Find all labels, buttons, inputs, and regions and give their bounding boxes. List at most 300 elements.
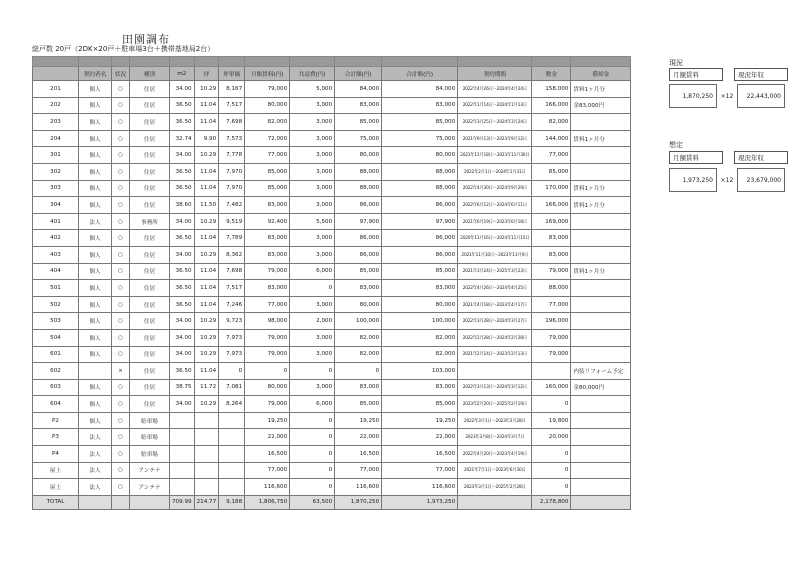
cell-amortization — [571, 296, 631, 313]
cell-total: 82,000 — [335, 329, 382, 346]
cell-unit-price: 7,970 — [219, 180, 245, 197]
cell-total-assumed: 100,000 — [382, 313, 458, 330]
cell-use: 住居 — [130, 230, 170, 247]
cell-tenant-type: 個人 — [79, 81, 112, 98]
cell-unit-price: 9,519 — [219, 213, 245, 230]
current-monthly-header: 月額賃料 — [669, 68, 723, 81]
cell-total: 85,000 — [335, 263, 382, 280]
cell-common-fee: 2,000 — [290, 313, 335, 330]
cell-area-m2 — [170, 462, 195, 479]
header-row — [33, 67, 631, 81]
cell-total-assumed: 83,000 — [382, 280, 458, 297]
cell-area-m2: 34.00 — [170, 246, 195, 263]
cell-area-tsubo: 10.29 — [194, 81, 219, 98]
assumed-annual-value: 23,679,000 — [738, 169, 785, 192]
cell-area-tsubo: 11.72 — [194, 379, 219, 396]
cell-contract-period: 2022年3月13日～2024年3月12日 — [458, 379, 532, 396]
cell-use: 住居 — [130, 280, 170, 297]
header-band — [33, 57, 631, 67]
table-row — [33, 246, 631, 263]
cell-deposit: 83,000 — [532, 246, 571, 263]
cell-monthly-rent: 22,000 — [245, 429, 290, 446]
cell-area-m2: 38.60 — [170, 197, 195, 214]
cell-amortization — [571, 163, 631, 180]
cell-total-assumed: 82,000 — [382, 346, 458, 363]
cell-total: 86,000 — [335, 230, 382, 247]
cell-use: 住居 — [130, 197, 170, 214]
cell-use: 住居 — [130, 130, 170, 147]
cell-area-m2 — [170, 446, 195, 463]
header-status: 状況 — [112, 67, 130, 81]
cell-use: 住居 — [130, 346, 170, 363]
cell-area-tsubo: 11.04 — [194, 263, 219, 280]
cell-tenant-type: 個人 — [79, 114, 112, 131]
cell-total-assumed: 77,000 — [382, 462, 458, 479]
cell-deposit: 160,000 — [532, 379, 571, 396]
current-annual-value: 22,443,000 — [738, 85, 785, 108]
cell-amortization: 賃料1ヶ月分 — [571, 197, 631, 214]
cell-area-m2: 36.50 — [170, 163, 195, 180]
cell-use: 住居 — [130, 147, 170, 164]
cell-contract-period: 2022年1月14日～2024年1月13日 — [458, 97, 532, 114]
cell-common-fee: 3,000 — [290, 379, 335, 396]
cell-area-tsubo — [194, 412, 219, 429]
cell-monthly-rent: 92,400 — [245, 213, 290, 230]
table-row — [33, 363, 631, 380]
cell-common-fee: 0 — [290, 446, 335, 463]
cell-common-fee: 0 — [290, 412, 335, 429]
cell-unit: 501 — [33, 280, 79, 297]
cell-monthly-rent: 82,000 — [245, 114, 290, 131]
cell-status: ○ — [112, 180, 130, 197]
table-row — [33, 280, 631, 297]
cell-common-fee: 5,000 — [290, 81, 335, 98]
cell-tenant-type: 個人 — [79, 296, 112, 313]
cell-common-fee: 3,000 — [290, 147, 335, 164]
cell-area-m2 — [170, 429, 195, 446]
cell-contract-period: 2022年2月1日～2024年1月31日 — [458, 163, 532, 180]
cell-total: 85,000 — [335, 114, 382, 131]
cell-area-tsubo: 11.50 — [194, 197, 219, 214]
cell-monthly-rent: 77,000 — [245, 462, 290, 479]
total-rent: 1,806,750 — [245, 495, 290, 509]
cell-amortization — [571, 213, 631, 230]
cell-deposit: 196,000 — [532, 313, 571, 330]
cell-tenant-type: 個人 — [79, 130, 112, 147]
cell-common-fee: 3,000 — [290, 197, 335, 214]
assumed-label: 想定 — [669, 141, 683, 149]
header-area-m2: m2 — [170, 67, 195, 81]
cell-monthly-rent: 80,000 — [245, 379, 290, 396]
cell-total: 80,000 — [335, 147, 382, 164]
header-total: 合計額(円) — [335, 67, 382, 81]
cell-tenant-type: 法人 — [79, 213, 112, 230]
cell-monthly-rent: 77,000 — [245, 147, 290, 164]
cell-unit-price: 7,973 — [219, 329, 245, 346]
cell-unit-price: 7,517 — [219, 97, 245, 114]
cell-unit-price: 7,573 — [219, 130, 245, 147]
cell-deposit: 0 — [532, 479, 571, 496]
cell-total: 80,000 — [335, 296, 382, 313]
cell-unit: P3 — [33, 429, 79, 446]
cell-total-assumed: 82,000 — [382, 329, 458, 346]
cell-unit: 403 — [33, 246, 79, 263]
cell-total-assumed: 22,000 — [382, 429, 458, 446]
cell-total: 82,000 — [335, 346, 382, 363]
cell-contract-period: 2022年6月12日～2024年6月11日 — [458, 197, 532, 214]
cell-amortization: 金83,000円 — [571, 97, 631, 114]
cell-tenant-type: 法人 — [79, 429, 112, 446]
cell-unit: 303 — [33, 180, 79, 197]
cell-total-assumed: 86,000 — [382, 246, 458, 263]
table-row — [33, 429, 631, 446]
cell-unit-price — [219, 429, 245, 446]
cell-tenant-type: 個人 — [79, 147, 112, 164]
cell-unit: 301 — [33, 147, 79, 164]
cell-area-tsubo: 10.29 — [194, 147, 219, 164]
cell-tenant-type: 法人 — [79, 479, 112, 496]
cell-unit-price: 8,167 — [219, 81, 245, 98]
cell-status: ○ — [112, 147, 130, 164]
assumed-values — [669, 168, 785, 192]
table-row — [33, 313, 631, 330]
cell-common-fee: 0 — [290, 363, 335, 380]
cell-total-assumed: 16,500 — [382, 446, 458, 463]
page-title: 田園調布 — [122, 33, 170, 46]
cell-monthly-rent: 19,250 — [245, 412, 290, 429]
cell-monthly-rent: 98,000 — [245, 313, 290, 330]
cell-area-tsubo: 11.04 — [194, 230, 219, 247]
cell-total: 22,000 — [335, 429, 382, 446]
cell-area-tsubo — [194, 429, 219, 446]
header-total-assumed: 合計額(円) — [382, 67, 458, 81]
cell-common-fee: 3,000 — [290, 296, 335, 313]
table-row — [33, 263, 631, 280]
cell-total-assumed: 85,000 — [382, 263, 458, 280]
cell-total: 88,000 — [335, 163, 382, 180]
header-amortization: 償却金 — [571, 67, 631, 81]
cell-area-m2: 36.50 — [170, 114, 195, 131]
cell-deposit: 77,000 — [532, 296, 571, 313]
table-row — [33, 147, 631, 164]
cell-unit-price: 0 — [219, 363, 245, 380]
cell-total: 16,500 — [335, 446, 382, 463]
cell-area-m2: 34.00 — [170, 313, 195, 330]
cell-contract-period: 2023年3月8日～2024年3月7日 — [458, 429, 532, 446]
cell-status: ○ — [112, 197, 130, 214]
table-row — [33, 296, 631, 313]
cell-area-tsubo: 11.04 — [194, 163, 219, 180]
cell-monthly-rent: 83,000 — [245, 246, 290, 263]
cell-deposit: 82,000 — [532, 114, 571, 131]
cell-unit: 201 — [33, 81, 79, 98]
header-common-fee: 共益費(円) — [290, 67, 335, 81]
cell-unit-price: 7,517 — [219, 280, 245, 297]
cell-unit-price: 7,778 — [219, 147, 245, 164]
cell-status: ○ — [112, 296, 130, 313]
cell-deposit: 88,000 — [532, 280, 571, 297]
page-subtitle: 総戸数 20戸（2DK×20戸＋駐車場3台＋携帯基地局2台） — [32, 45, 215, 53]
cell-monthly-rent: 83,000 — [245, 197, 290, 214]
cell-unit: 204 — [33, 130, 79, 147]
cell-unit: P4 — [33, 446, 79, 463]
total-deposit: 2,178,800 — [532, 495, 571, 509]
cell-common-fee: 3,000 — [290, 329, 335, 346]
cell-status: ○ — [112, 479, 130, 496]
cell-total-assumed: 84,000 — [382, 81, 458, 98]
cell-common-fee: 3,000 — [290, 97, 335, 114]
cell-use: 住居 — [130, 81, 170, 98]
table-row — [33, 412, 631, 429]
cell-amortization: 内装リフォーム予定 — [571, 363, 631, 380]
cell-tenant-type: 個人 — [79, 280, 112, 297]
cell-status: ○ — [112, 130, 130, 147]
cell-unit: 604 — [33, 396, 79, 413]
cell-deposit: 0 — [532, 462, 571, 479]
header-unit-price: 坪単価 — [219, 67, 245, 81]
cell-unit-price — [219, 446, 245, 463]
total-unit-price: 9,188 — [219, 495, 245, 509]
cell-use: 住居 — [130, 97, 170, 114]
cell-use: 住居 — [130, 263, 170, 280]
cell-tenant-type: 個人 — [79, 346, 112, 363]
cell-unit-price — [219, 462, 245, 479]
cell-common-fee: 5,500 — [290, 213, 335, 230]
cell-unit-price: 7,246 — [219, 296, 245, 313]
cell-status: ○ — [112, 396, 130, 413]
cell-unit-price — [219, 412, 245, 429]
current-values — [669, 84, 785, 108]
cell-contract-period: 2023年3月1日～2025年2月28日 — [458, 479, 532, 496]
cell-area-tsubo: 11.04 — [194, 97, 219, 114]
cell-contract-period: 2022年2月28日～2024年2月28日 — [458, 329, 532, 346]
cell-total: 116,600 — [335, 479, 382, 496]
cell-unit: 401 — [33, 213, 79, 230]
cell-amortization — [571, 147, 631, 164]
total-sum: 1,870,250 — [335, 495, 382, 509]
cell-total: 83,000 — [335, 280, 382, 297]
cell-area-m2: 34.00 — [170, 81, 195, 98]
cell-total-assumed: 83,000 — [382, 379, 458, 396]
cell-monthly-rent: 72,000 — [245, 130, 290, 147]
table-row — [33, 81, 631, 98]
total-label: TOTAL — [33, 495, 79, 509]
cell-total: 83,000 — [335, 97, 382, 114]
cell-area-m2: 36.50 — [170, 363, 195, 380]
cell-area-m2: 38.75 — [170, 379, 195, 396]
cell-contract-period: 2020年11月16日～2024年11月15日 — [458, 230, 532, 247]
cell-area-tsubo: 10.29 — [194, 313, 219, 330]
current-monthly-value: 1,870,250 — [670, 85, 717, 108]
cell-total-assumed: 88,000 — [382, 163, 458, 180]
cell-area-tsubo: 10.29 — [194, 329, 219, 346]
cell-amortization — [571, 396, 631, 413]
cell-deposit: 0 — [532, 396, 571, 413]
cell-amortization — [571, 479, 631, 496]
cell-area-m2: 36.50 — [170, 280, 195, 297]
cell-contract-period: 2022年3月28日～2024年3月27日 — [458, 313, 532, 330]
cell-status: × — [112, 363, 130, 380]
table-row — [33, 97, 631, 114]
cell-area-tsubo: 11.04 — [194, 180, 219, 197]
cell-deposit: 83,000 — [532, 230, 571, 247]
table-row — [33, 479, 631, 496]
cell-unit-price: 7,970 — [219, 163, 245, 180]
multiply-12: ×12 — [720, 92, 734, 100]
total-m2: 709.99 — [170, 495, 195, 509]
cell-use: アンテナ — [130, 462, 170, 479]
cell-deposit: 20,000 — [532, 429, 571, 446]
cell-area-tsubo: 11.04 — [194, 363, 219, 380]
cell-tenant-type: 個人 — [79, 163, 112, 180]
cell-status: ○ — [112, 246, 130, 263]
cell-contract-period: 2021年7月1日～2023年6月30日 — [458, 462, 532, 479]
cell-common-fee: 3,000 — [290, 114, 335, 131]
cell-common-fee: 0 — [290, 462, 335, 479]
cell-use: 住居 — [130, 379, 170, 396]
table-row — [33, 230, 631, 247]
cell-area-tsubo: 10.29 — [194, 246, 219, 263]
cell-total-assumed: 88,000 — [382, 180, 458, 197]
cell-status: ○ — [112, 446, 130, 463]
cell-amortization — [571, 313, 631, 330]
cell-common-fee: 3,000 — [290, 230, 335, 247]
cell-status: ○ — [112, 379, 130, 396]
cell-status: ○ — [112, 97, 130, 114]
cell-total-assumed: 75,000 — [382, 130, 458, 147]
cell-unit: 503 — [33, 313, 79, 330]
cell-amortization — [571, 114, 631, 131]
cell-total: 86,000 — [335, 246, 382, 263]
cell-area-tsubo — [194, 479, 219, 496]
table-row — [33, 396, 631, 413]
cell-amortization — [571, 230, 631, 247]
table-row — [33, 213, 631, 230]
cell-common-fee: 6,000 — [290, 263, 335, 280]
cell-monthly-rent: 83,000 — [245, 230, 290, 247]
cell-unit: 603 — [33, 379, 79, 396]
cell-contract-period: 2022年4月30日～2024年9月29日 — [458, 180, 532, 197]
cell-total-assumed: 19,250 — [382, 412, 458, 429]
table-row — [33, 379, 631, 396]
cell-monthly-rent: 79,000 — [245, 263, 290, 280]
cell-use: 住居 — [130, 329, 170, 346]
multiply-12-assumed: ×12 — [720, 176, 734, 184]
cell-total: 77,000 — [335, 462, 382, 479]
header-area-tsubo: 坪 — [194, 67, 219, 81]
cell-tenant-type: 個人 — [79, 313, 112, 330]
cell-contract-period: 2021年6月19日～2023年6月18日 — [458, 213, 532, 230]
cell-status: ○ — [112, 81, 130, 98]
cell-deposit: 166,000 — [532, 97, 571, 114]
cell-total: 84,000 — [335, 81, 382, 98]
cell-amortization — [571, 329, 631, 346]
cell-tenant-type: 法人 — [79, 446, 112, 463]
cell-unit: 302 — [33, 163, 79, 180]
assumed-monthly-header: 月額賃料 — [669, 151, 723, 164]
cell-amortization: 賃料1ヶ月分 — [571, 263, 631, 280]
cell-contract-period: 2023年2月20日～2025年2月19日 — [458, 396, 532, 413]
cell-unit-price: 7,973 — [219, 346, 245, 363]
cell-monthly-rent: 16,500 — [245, 446, 290, 463]
cell-deposit: 144,000 — [532, 130, 571, 147]
cell-tenant-type: 個人 — [79, 197, 112, 214]
cell-total: 0 — [335, 363, 382, 380]
assumed-monthly-value: 1,973,250 — [670, 169, 717, 192]
cell-amortization — [571, 280, 631, 297]
cell-unit-price: 8,362 — [219, 246, 245, 263]
cell-use: 住居 — [130, 246, 170, 263]
cell-contract-period: 2022年4月20日～2023年4月19日 — [458, 446, 532, 463]
cell-monthly-rent: 79,000 — [245, 329, 290, 346]
cell-common-fee: 3,000 — [290, 346, 335, 363]
cell-common-fee: 3,000 — [290, 180, 335, 197]
cell-area-m2: 34.00 — [170, 329, 195, 346]
cell-area-m2: 34.00 — [170, 213, 195, 230]
cell-unit: 601 — [33, 346, 79, 363]
cell-deposit: 170,000 — [532, 180, 571, 197]
header-monthly-rent: 月額賃料(円) — [245, 67, 290, 81]
current-annual-header: 現況年収 — [734, 68, 788, 81]
cell-use: 住居 — [130, 114, 170, 131]
cell-area-tsubo: 11.04 — [194, 114, 219, 131]
cell-deposit: 79,000 — [532, 263, 571, 280]
cell-total-assumed: 97,900 — [382, 213, 458, 230]
total-sum-assumed: 1,973,250 — [382, 495, 458, 509]
cell-area-tsubo: 9.90 — [194, 130, 219, 147]
cell-contract-period: 2022年4月26日～2024年4月24日 — [458, 81, 532, 98]
table-row — [33, 197, 631, 214]
cell-total: 86,000 — [335, 197, 382, 214]
cell-total: 85,000 — [335, 396, 382, 413]
cell-contract-period: 2022年4月26日～2024年4月25日 — [458, 280, 532, 297]
cell-area-tsubo: 10.29 — [194, 396, 219, 413]
cell-area-tsubo: 10.29 — [194, 213, 219, 230]
cell-unit: 602 — [33, 363, 79, 380]
cell-status: ○ — [112, 313, 130, 330]
cell-area-m2: 34.00 — [170, 346, 195, 363]
cell-status: ○ — [112, 263, 130, 280]
cell-use: 住居 — [130, 163, 170, 180]
cell-monthly-rent: 116,600 — [245, 479, 290, 496]
header-use: 種別 — [130, 67, 170, 81]
cell-amortization — [571, 446, 631, 463]
cell-total: 100,000 — [335, 313, 382, 330]
cell-deposit: 166,000 — [532, 197, 571, 214]
header-tenant-type: 契約者名 — [79, 67, 112, 81]
cell-status: ○ — [112, 429, 130, 446]
cell-unit-price: 9,723 — [219, 313, 245, 330]
cell-total-assumed: 86,000 — [382, 230, 458, 247]
cell-deposit: 0 — [532, 446, 571, 463]
cell-area-m2 — [170, 479, 195, 496]
cell-unit-price: 7,698 — [219, 114, 245, 131]
cell-contract-period: 2021年4月18日～2023年4月17日 — [458, 296, 532, 313]
table-row — [33, 163, 631, 180]
cell-area-tsubo — [194, 462, 219, 479]
cell-tenant-type — [79, 363, 112, 380]
cell-contract-period: 2021年9月13日～2023年9月12日 — [458, 130, 532, 147]
cell-contract-period: 2021年11月18日～2023年11月30日 — [458, 147, 532, 164]
cell-contract-period: 2021年3月24日～2025年3月23日 — [458, 263, 532, 280]
cell-common-fee: 6,000 — [290, 396, 335, 413]
cell-unit: 404 — [33, 263, 79, 280]
cell-area-m2: 34.00 — [170, 396, 195, 413]
cell-use: 駐車場 — [130, 429, 170, 446]
cell-monthly-rent: 83,000 — [245, 280, 290, 297]
cell-deposit: 77,000 — [532, 147, 571, 164]
cell-deposit: 85,000 — [532, 163, 571, 180]
